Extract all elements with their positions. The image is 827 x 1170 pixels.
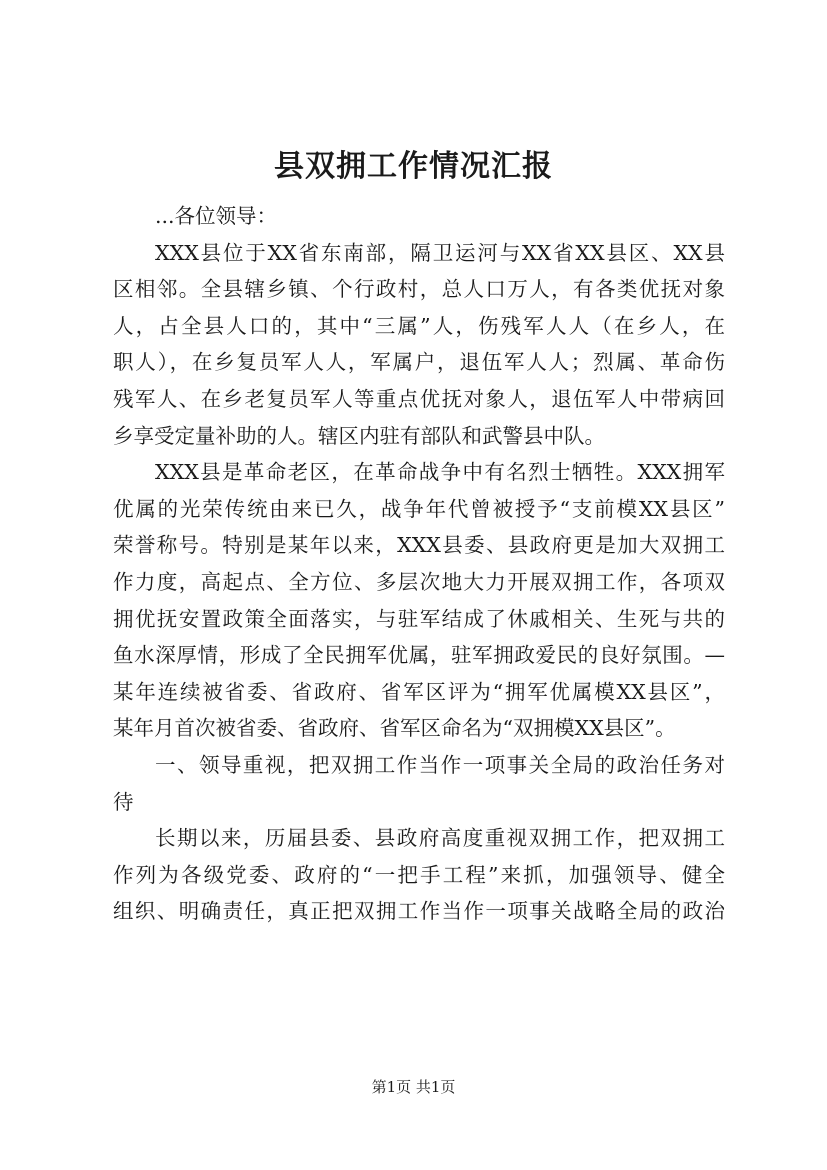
paragraph-line: 某年月首次被省委、省政府、省军区命名为“双拥模XX县区”。 [113,716,676,741]
paragraph-line: 鱼水深厚情，形成了全民拥军优属，驻军拥政爱民的良好氛围。— [113,643,725,668]
document-body [113,198,725,930]
paragraph-line: 作列为各级党委、政府的“一把手工程”来抓，加强领导、健全 [113,862,725,887]
paragraph-line: 人，占全县人口的，其中“三属”人，伤残军人人（在乡人，在 [113,313,725,338]
paragraph-line: 区相邻。全县辖乡镇、个行政村，总人口万人，有各类优抚对象 [113,277,725,302]
section-heading-line: 一、领导重视，把双拥工作当作一项事关全局的政治任务对 [155,752,725,777]
section-heading-line: 待 [113,789,134,814]
paragraph-line: 职人），在乡复员军人人，军属户，退伍军人人；烈属、革命伤 [113,350,725,375]
paragraph-line: 优属的光荣传统由来已久，战争年代曾被授予“支前模XX县区” [113,496,725,521]
paragraph-line: 拥优抚安置政策全面落实，与驻军结成了休戚相关、生死与共的 [113,606,725,631]
salutation-line: ...各位领导： [155,204,278,228]
paragraph-line: 某年连续被省委、省政府、省军区评为“拥军优属模XX县区”， [113,679,725,704]
paragraph-line: 长期以来，历届县委、县政府高度重视双拥工作，把双拥工 [155,826,725,851]
paragraph-line: XXX县位于XX省东南部，隔卫运河与XX省XX县区、XX县 [155,240,725,265]
paragraph-line: 乡享受定量补助的人。辖区内驻有部队和武警县中队。 [113,423,605,448]
paragraph-line: 作力度，高起点、全方位、多层次地大力开展双拥工作，各项双 [113,569,725,594]
paragraph-line: 荣誉称号。特别是某年以来，XXX县委、县政府更是加大双拥工 [113,533,725,558]
paragraph-line: 组织、明确责任，真正把双拥工作当作一项事关战略全局的政治 [113,899,725,924]
paragraph-line: XXX县是革命老区，在革命战争中有名烈士牺牲。XXX拥军 [155,460,725,485]
paragraph-line: 残军人、在乡老复员军人等重点优抚对象人，退伍军人中带病回 [113,386,725,411]
page-title: 县双拥工作情况汇报 [274,149,553,184]
page-number-footer: 第1页 共1页 [371,1078,456,1096]
